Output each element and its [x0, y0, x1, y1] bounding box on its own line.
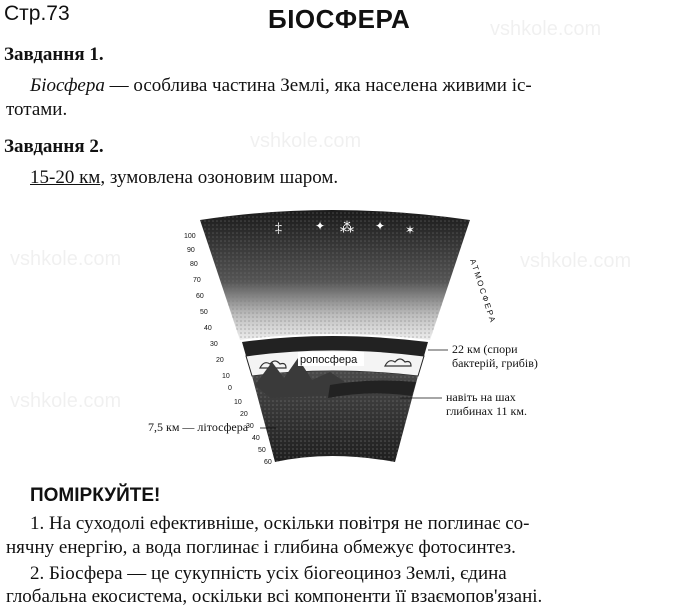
svg-text:0: 0 — [228, 385, 232, 392]
svg-text:50: 50 — [258, 447, 266, 454]
atmosphere-label: АТМОСФЕРА — [468, 257, 498, 326]
watermark: vshkole.com — [520, 250, 632, 272]
page-title: БІОСФЕРА — [268, 4, 411, 34]
svg-text:40: 40 — [204, 325, 212, 332]
page-number: Стр.73 — [4, 2, 70, 25]
watermark: vshkole.com — [490, 18, 602, 40]
watermark: vshkole.com — [250, 130, 362, 152]
svg-text:10: 10 — [222, 373, 230, 380]
note-22km-line1: 22 км (спори — [452, 342, 518, 356]
task1-text: — особлива частина Землі, яка населена живими іс- — [104, 75, 532, 96]
svg-text:✦: ✦ — [375, 219, 386, 233]
svg-text:10: 10 — [234, 399, 242, 406]
svg-text:20: 20 — [216, 357, 224, 364]
task1-heading: Завдання 1. — [4, 44, 104, 65]
watermark: vshkole.com — [10, 390, 122, 412]
task1-line2: тотами. — [6, 99, 68, 120]
note-mines-line2: глибинах 11 км. — [446, 404, 527, 418]
svg-text:✶: ✶ — [405, 223, 416, 237]
task2-answer — [30, 166, 338, 190]
svg-text:‡: ‡ — [275, 221, 282, 236]
svg-text:90: 90 — [187, 247, 195, 254]
task2-value: 15-20 км — [30, 167, 101, 188]
troposphere-label: ропосфера — [300, 354, 358, 366]
svg-text:100: 100 — [184, 233, 196, 240]
note-lithosphere: 7,5 км — літосфера — [148, 420, 249, 434]
svg-text:⁂: ⁂ — [340, 221, 354, 236]
think-heading: ПОМІРКУЙТЕ! — [30, 485, 161, 506]
watermark: vshkole.com — [10, 248, 122, 270]
svg-text:70: 70 — [193, 277, 201, 284]
svg-text:60: 60 — [196, 293, 204, 300]
svg-text:20: 20 — [240, 411, 248, 418]
svg-text:✦: ✦ — [315, 219, 326, 233]
answer1-line2: нячну енергію, а вода поглинає і глибина обмежує фотосинтез. — [6, 537, 516, 558]
task1-line1 — [30, 74, 532, 98]
svg-text:60: 60 — [264, 459, 272, 466]
svg-text:40: 40 — [252, 435, 260, 442]
svg-text:50: 50 — [200, 309, 208, 316]
task2-heading: Завдання 2. — [4, 136, 104, 157]
svg-text:80: 80 — [190, 261, 198, 268]
svg-text:30: 30 — [210, 341, 218, 348]
note-mines-line1: навіть на шах — [446, 390, 516, 404]
task2-rest: , зумовлена озоновим шаром. — [100, 167, 339, 188]
answer1-line1: 1. На суходолі ефективніше, оскільки повітря не поглинає со- — [30, 513, 530, 534]
term-biosphere: Біосфера — [30, 75, 105, 96]
answer2-line1: 2. Біосфера — це сукупність усіх біогеоциноз Землі, єдина — [30, 563, 507, 584]
svg-text:30: 30 — [246, 423, 254, 430]
note-22km-line2: бактерій, грибів) — [452, 356, 538, 370]
answer2-line2: глобальна екосистема, оскільки всі компоненти її взаємопов'язані. — [6, 586, 543, 607]
